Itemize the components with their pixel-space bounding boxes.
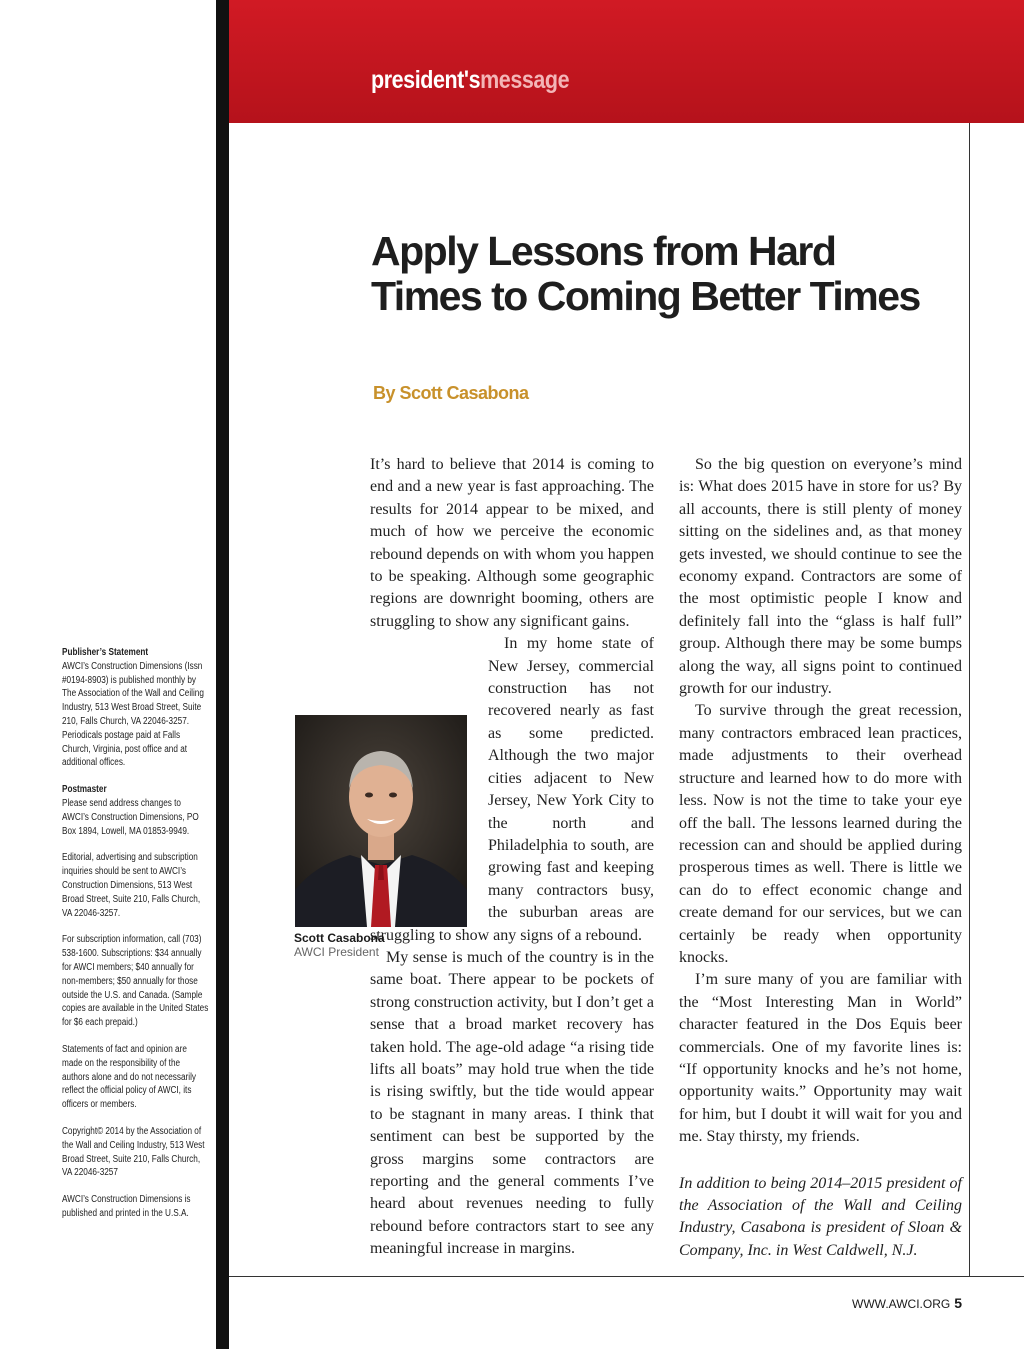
- col2-paragraph-1: So the big question on everyone’s mind is: What does 2015 have in store for us? By all accounts, there is still plenty of money sitting on the sidelines and, as that money gets invested, we should continue to see the economy expand. Contractors are some of the most optimistic people I know and definitely fall into the “glass is half full” group. Although there may be some bumps along the way, all signs point to continued growth for our industry.: [679, 456, 962, 698]
- section-label: [371, 66, 569, 95]
- footer-url[interactable]: WWW.AWCI.ORG: [852, 1297, 951, 1311]
- page-number: 5: [954, 1295, 962, 1311]
- col1-paragraph-3: My sense is much of the country is in the same boat. There appear to be pockets of strong construction activity, but I don’t get a sense that a broad market recovery has taken hold. The age-old adage “a rising tide lifts all boats” may hold true when the tide is rising swiftly, but the tide would appear to be stagnant in many areas. I think that sentiment can best be supported by the gross margins some contractors are reporting and the general comments I’ve heard about revenues needing to fully rebound before contractors start to see any meaningful increase in margins.: [370, 948, 654, 1258]
- col2-paragraph-2: To survive through the great recession, many contractors embraced lean practices, made adjustments to their overhead structure and learned how to do more with less. Now is not the time to take your eye off the ball. The lessons learned during the recession can and should be applied during prosperous times as well. There is little we can do to effect economic change and create demand for our services, but we can certainly be ready when opportunity knocks.: [679, 702, 962, 966]
- article-column-2: [679, 454, 962, 1262]
- subscription-text: For subscription information, call (703) 538-1600. Subscriptions: $34 annually for AWCI members; $40 annually for non-members; $50 annually for those outside the U.S. and Canada. (Sample copies are available in the United States for $6 each prepaid.): [62, 934, 209, 1029]
- left-margin-rule: [216, 0, 229, 1349]
- photo-caption-name: Scott Casabona: [294, 931, 385, 945]
- statements-text: Statements of fact and opinion are made on the responsibility of the authors alone and do not necessarily reflect the official policy of AWCI, its officers or members.: [62, 1043, 197, 1111]
- col2-paragraph-3: I’m sure many of you are familiar with the “Most Interesting Man in World” character featured in the Dos Equis beer commercials. One of my favorite lines is: “If opportunity knocks and he’s not home, opportunity waits.” Opportunity may wait for him, but I doubt it will wait for you and me. Stay thirsty, my friends.: [679, 971, 962, 1146]
- author-portrait-image: [295, 715, 467, 927]
- postmaster-statement: [62, 783, 210, 838]
- editorial-text: Editorial, advertising and subscription inquiries should be sent to AWCI’s Construction Dimensions, 513 West Broad Street, Suite 210, Falls Church, VA 22046-3257.: [62, 852, 201, 919]
- section-label-word2: message: [480, 66, 570, 94]
- article-title: Apply Lessons from Hard Times to Coming Better Times: [371, 228, 920, 319]
- article-byline: By Scott Casabona: [373, 383, 529, 403]
- postmaster-heading: Postmaster: [62, 784, 107, 796]
- col1-paragraph-2-text: In my home state of New Jersey, commercial construction has not recovered nearly as fast as some predicted. Although the two major cities adjacent to New Jersey, New York City to the north and Philadelphia to south, are growing fast and keeping many contractors busy, the suburban areas are struggling to show any signs of a rebound.: [370, 635, 654, 944]
- photo-caption-role: AWCI President: [294, 945, 379, 959]
- author-photo: [295, 715, 467, 927]
- postmaster-text: Please send address changes to AWCI’s Construction Dimensions, PO Box 1894, Lowell, MA 01853-9949.: [62, 797, 199, 837]
- printed-text: AWCI’s Construction Dimensions is published and printed in the U.S.A.: [62, 1194, 191, 1219]
- publisher-statement: [62, 646, 210, 770]
- publisher-sidebar: [62, 646, 212, 1234]
- copyright-text: Copyright© 2014 by the Association of the Wall and Ceiling Industry, 513 West Broad Street, Suite 210, Falls Church, VA 22046-3257: [62, 1125, 205, 1179]
- author-bio: In addition to being 2014–2015 president of the Association of the Wall and Ceiling Industry, Casabona is president of Sloan & Company, Inc. in West Caldwell, N.J.: [679, 1174, 962, 1259]
- right-column-rule: [969, 123, 970, 1276]
- publisher-text: AWCI’s Construction Dimensions (Issn #0194-8903) is published monthly by The Association of the Wall and Ceiling Industry, 513 West Broad Street, Suite 210, Falls Church, VA 22046-3257. Periodicals postage paid at Falls Church, Virginia, post office and at additional offices.: [62, 660, 204, 769]
- publisher-heading: Publisher’s Statement: [62, 647, 149, 658]
- page-footer: [852, 1295, 962, 1311]
- footer-rule: [229, 1276, 1024, 1277]
- section-header-band: [229, 0, 1024, 123]
- section-label-word1: president's: [371, 66, 481, 94]
- col1-paragraph-1: It’s hard to believe that 2014 is coming to end and a new year is fast approaching. The results for 2014 appear to be mixed, and much of how we perceive the economic rebound depends on with whom you happen to be speaking. Although some geographic regions are downright booming, others are struggling to show any significant gains.: [370, 456, 654, 630]
